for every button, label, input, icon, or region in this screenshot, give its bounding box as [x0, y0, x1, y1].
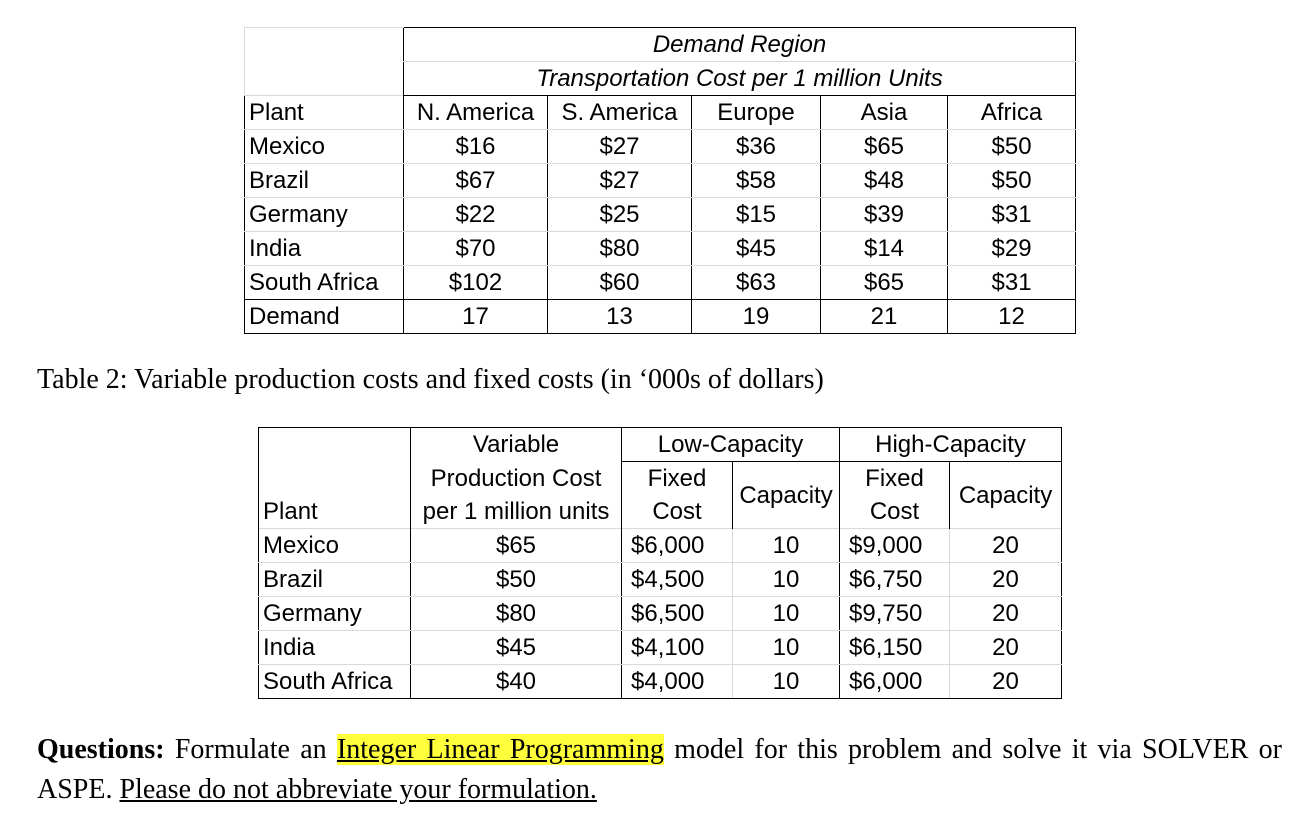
demand-row	[245, 300, 1076, 334]
table-row	[245, 232, 1076, 266]
high-capacity-cell: 20	[950, 665, 1062, 699]
low-fixed-cost-cell: $4,000	[622, 665, 733, 699]
cost-cell: $27	[548, 130, 692, 164]
plant-header: Plant	[245, 96, 404, 130]
low-fixed-header-line2: Cost	[622, 495, 733, 529]
variable-header-line1: Variable	[411, 428, 622, 462]
low-capacity-col-header: Capacity	[733, 462, 840, 529]
variable-cost-cell: $40	[411, 665, 622, 699]
col-header-asia: Asia	[821, 96, 948, 130]
column-header-row	[245, 96, 1076, 130]
corner-cell	[259, 462, 411, 496]
corner-cell	[245, 62, 404, 96]
demand-cell: 12	[948, 300, 1076, 334]
demand-cell: 17	[404, 300, 548, 334]
col-header-south-america: S. America	[548, 96, 692, 130]
plant-name: India	[245, 232, 404, 266]
cost-cell: $63	[692, 266, 821, 300]
low-fixed-header-line1: Fixed	[622, 462, 733, 496]
cost-cell: $50	[948, 130, 1076, 164]
demand-region-header: Demand Region	[404, 28, 1076, 62]
high-fixed-cost-cell: $9,000	[840, 529, 950, 563]
table-2-caption: Table 2: Variable production costs and fixed costs (in ‘000s of dollars)	[37, 364, 824, 395]
transport-cost-subheader: Transportation Cost per 1 million Units	[404, 62, 1076, 96]
plant-name: Brazil	[259, 563, 411, 597]
low-capacity-cell: 10	[733, 665, 840, 699]
cost-cell: $36	[692, 130, 821, 164]
demand-cell: 13	[548, 300, 692, 334]
low-capacity-header: Low-Capacity	[622, 428, 840, 462]
cost-cell: $65	[821, 266, 948, 300]
high-capacity-header: High-Capacity	[840, 428, 1062, 462]
cost-cell: $45	[692, 232, 821, 266]
high-fixed-header-line1: Fixed	[840, 462, 950, 496]
high-capacity-cell: 20	[950, 597, 1062, 631]
demand-cell: 21	[821, 300, 948, 334]
table-row	[245, 266, 1076, 300]
high-fixed-header-line2: Cost	[840, 495, 950, 529]
col-header-north-america: N. America	[404, 96, 548, 130]
cost-cell: $14	[821, 232, 948, 266]
plant-name: South Africa	[245, 266, 404, 300]
cost-cell: $60	[548, 266, 692, 300]
high-capacity-cell: 20	[950, 563, 1062, 597]
low-fixed-cost-cell: $6,500	[622, 597, 733, 631]
low-capacity-cell: 10	[733, 631, 840, 665]
cost-cell: $25	[548, 198, 692, 232]
low-capacity-cell: 10	[733, 529, 840, 563]
table-row	[259, 597, 1062, 631]
high-capacity-cell: 20	[950, 631, 1062, 665]
questions-text-2: model for this problem and solve it via SOLVER or ASPE.	[37, 734, 1282, 805]
transportation-cost-table	[244, 27, 1076, 334]
plant-header: Plant	[259, 495, 411, 529]
high-capacity-cell: 20	[950, 529, 1062, 563]
cost-cell: $29	[948, 232, 1076, 266]
cost-cell: $102	[404, 266, 548, 300]
demand-cell: 19	[692, 300, 821, 334]
plant-name: Germany	[259, 597, 411, 631]
table-row	[245, 130, 1076, 164]
production-fixed-cost-table	[258, 427, 1062, 699]
questions-text-1: Formulate an	[164, 734, 337, 765]
cost-cell: $70	[404, 232, 548, 266]
low-capacity-cell: 10	[733, 597, 840, 631]
cost-cell: $80	[548, 232, 692, 266]
cost-cell: $48	[821, 164, 948, 198]
corner-cell	[245, 28, 404, 62]
low-capacity-cell: 10	[733, 563, 840, 597]
table-row	[259, 563, 1062, 597]
plant-name: South Africa	[259, 665, 411, 699]
variable-cost-cell: $50	[411, 563, 622, 597]
plant-name: Brazil	[245, 164, 404, 198]
plant-name: India	[259, 631, 411, 665]
cost-cell: $16	[404, 130, 548, 164]
questions-paragraph	[37, 730, 1282, 810]
table-row	[259, 529, 1062, 563]
low-fixed-cost-cell: $4,500	[622, 563, 733, 597]
variable-cost-cell: $65	[411, 529, 622, 563]
cost-cell: $58	[692, 164, 821, 198]
high-capacity-col-header: Capacity	[950, 462, 1062, 529]
col-header-africa: Africa	[948, 96, 1076, 130]
table-row	[245, 198, 1076, 232]
low-fixed-cost-cell: $6,000	[622, 529, 733, 563]
cost-cell: $31	[948, 266, 1076, 300]
high-fixed-cost-cell: $6,150	[840, 631, 950, 665]
table-row	[259, 631, 1062, 665]
cost-cell: $15	[692, 198, 821, 232]
underlined-instruction: Please do not abbreviate your formulation.	[119, 774, 597, 805]
variable-cost-cell: $45	[411, 631, 622, 665]
corner-cell	[259, 428, 411, 462]
table-row	[245, 164, 1076, 198]
low-fixed-cost-cell: $4,100	[622, 631, 733, 665]
demand-label: Demand	[245, 300, 404, 334]
cost-cell: $65	[821, 130, 948, 164]
col-header-europe: Europe	[692, 96, 821, 130]
table-row	[259, 665, 1062, 699]
plant-name: Germany	[245, 198, 404, 232]
variable-cost-cell: $80	[411, 597, 622, 631]
cost-cell: $27	[548, 164, 692, 198]
questions-label: Questions:	[37, 734, 165, 765]
cost-cell: $22	[404, 198, 548, 232]
highlighted-term: Integer Linear Programming	[336, 734, 664, 765]
variable-header-line2: Production Cost	[411, 462, 622, 496]
plant-name: Mexico	[245, 130, 404, 164]
high-fixed-cost-cell: $6,000	[840, 665, 950, 699]
cost-cell: $67	[404, 164, 548, 198]
cost-cell: $31	[948, 198, 1076, 232]
variable-header-line3: per 1 million units	[411, 495, 622, 529]
high-fixed-cost-cell: $6,750	[840, 563, 950, 597]
plant-name: Mexico	[259, 529, 411, 563]
cost-cell: $39	[821, 198, 948, 232]
cost-cell: $50	[948, 164, 1076, 198]
high-fixed-cost-cell: $9,750	[840, 597, 950, 631]
